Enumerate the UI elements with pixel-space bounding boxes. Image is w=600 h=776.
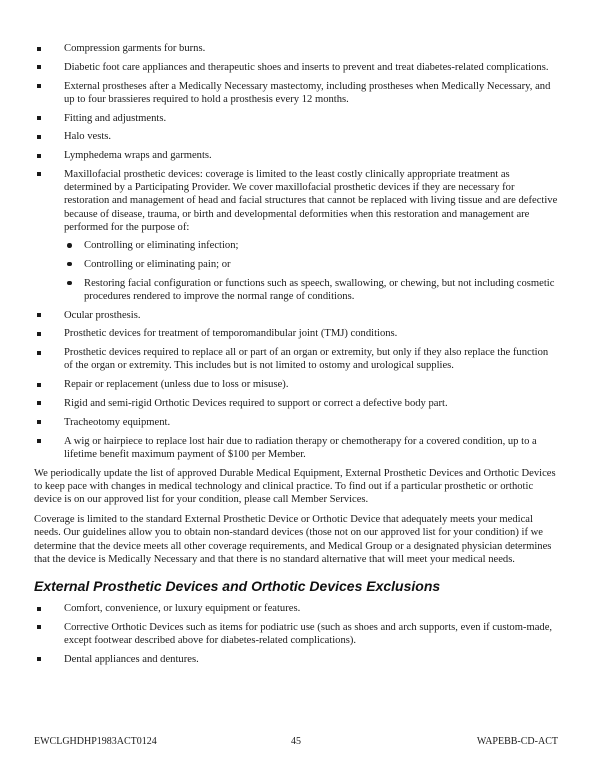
list-item: Fitting and adjustments.: [34, 112, 558, 125]
sub-list-item: Controlling or eliminating infection;: [64, 239, 558, 252]
list-item-text: Maxillofacial prosthetic devices: coverage is limited to the least costly clinically appropriate treatment as determined by a Participating Provider. We cover maxillofacial prosthetic devices if they are necessary for restoration and management of head and facial structures that cannot be replaced with living tissue and are defective because of disease, trauma, or birth and developmental deformities when this restoration and management are performed for the purpose of:: [64, 168, 558, 233]
covered-items-list: [34, 42, 558, 461]
page-number: 45: [291, 736, 301, 747]
list-item: Repair or replacement (unless due to loss or misuse).: [34, 378, 558, 391]
exclusion-item: Corrective Orthotic Devices such as items for podiatric use (such as shoes and arch supports, even if custom-made, except footwear described above for diabetes-related complications).: [34, 621, 558, 647]
list-item: Halo vests.: [34, 130, 558, 143]
list-item: A wig or hairpiece to replace lost hair due to radiation therapy or chemotherapy for a covered condition, up to a lifetime benefit maximum payment of $100 per Member.: [34, 435, 558, 461]
maxillofacial-purpose-list: [64, 239, 558, 303]
list-item: Prosthetic devices for treatment of temporomandibular joint (TMJ) conditions.: [34, 327, 558, 340]
document-page: [34, 42, 558, 672]
list-item-maxillofacial: [34, 168, 558, 303]
list-item: Prosthetic devices required to replace all or part of an organ or extremity, but only if they also replace the function of the organ or extremity. This includes but is not limited to ostomy and urological supplies.: [34, 346, 558, 372]
sub-list-item: Restoring facial configuration or functions such as speech, swallowing, or chewing, but not including cosmetic procedures rendered to improve the normal range of conditions.: [64, 277, 558, 303]
sub-list-item: Controlling or eliminating pain; or: [64, 258, 558, 271]
list-item: External prostheses after a Medically Necessary mastectomy, including prostheses when Medically Necessary, and up to four brassieres required to hold a prosthesis every 12 months.: [34, 80, 558, 106]
list-item: Lymphedema wraps and garments.: [34, 149, 558, 162]
list-item: Rigid and semi-rigid Orthotic Devices required to support or correct a defective body part.: [34, 397, 558, 410]
list-item: Diabetic foot care appliances and therapeutic shoes and inserts to prevent and treat diabetes-related complications.: [34, 61, 558, 74]
form-code: WAPEBB-CD-ACT: [476, 736, 558, 747]
exclusions-list: [34, 602, 558, 666]
approved-list-paragraph: We periodically update the list of approved Durable Medical Equipment, External Prosthetic Devices and Orthotic Devices to keep pace with changes in medical technology and clinical practice. To find out if a particular prosthetic or orthotic device is on our approved list for your condition, please call Member Services.: [34, 467, 556, 505]
coverage-limit-paragraph: Coverage is limited to the standard External Prosthetic Device or Orthotic Device that adequately meets your medical needs. Our guidelines allow you to obtain non-standard devices (those not on our approved list for your condition) if we determine that the device meets all other coverage requirements, and Medical Group or a designated physician determines that the device is Medically Necessary and that there is no standard alternative that will meet your medical needs.: [34, 514, 552, 565]
exclusion-item: Dental appliances and dentures.: [34, 653, 558, 666]
exclusions-heading: External Prosthetic Devices and Orthotic Devices Exclusions: [34, 578, 441, 594]
list-item: Compression garments for burns.: [34, 42, 558, 55]
document-code: EWCLGHDHP1983ACT0124: [34, 736, 157, 747]
list-item: Ocular prosthesis.: [34, 309, 558, 322]
list-item: Tracheotomy equipment.: [34, 416, 558, 429]
exclusion-item: Comfort, convenience, or luxury equipment or features.: [34, 602, 558, 615]
